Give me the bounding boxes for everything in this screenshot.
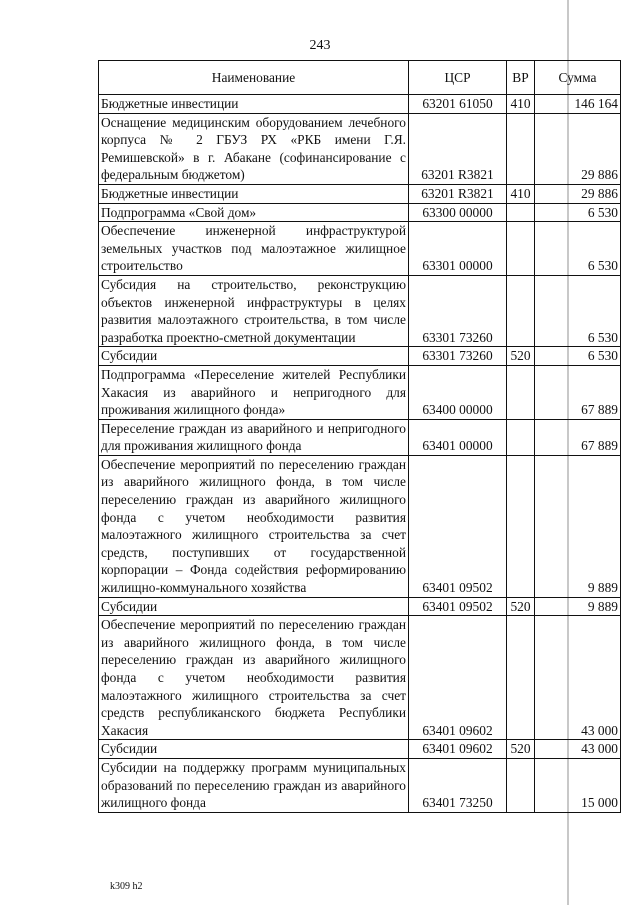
row-vr: 520	[507, 347, 535, 366]
table-row	[99, 419, 621, 455]
row-csr: 63401 09602	[409, 740, 507, 759]
row-sum: 43 000	[535, 616, 621, 740]
row-csr: 63201 R3821	[409, 184, 507, 203]
row-sum: 29 886	[535, 184, 621, 203]
table-row	[99, 347, 621, 366]
row-name: Оснащение медицинским оборудованием лечебного корпуса № 2 ГБУЗ РХ «РКБ имени Г.Я. Ремишевской» в г. Абакане (софинансирование с федеральным бюджетом)	[99, 113, 409, 184]
row-vr	[507, 419, 535, 455]
row-name: Обеспечение мероприятий по переселению граждан из аварийного жилищного фонда, в том числе переселению граждан из аварийного жилищного фонда с учетом необходимости развития малоэтажного жилищного строительства за счет средств, поступивших от государственной корпорации – Фонда содействия реформированию жилищно-коммунального хозяйства	[99, 455, 409, 597]
table-row	[99, 740, 621, 759]
row-vr: 520	[507, 740, 535, 759]
row-vr	[507, 113, 535, 184]
page-number: 243	[309, 38, 331, 53]
header-vr: ВР	[507, 61, 535, 95]
row-csr: 63301 00000	[409, 222, 507, 276]
row-name: Субсидии	[99, 597, 409, 616]
row-name: Бюджетные инвестиции	[99, 95, 409, 114]
row-vr	[507, 758, 535, 812]
row-name: Субсидии	[99, 347, 409, 366]
row-name: Обеспечение инженерной инфраструктурой земельных участков под малоэтажное жилищное строительство	[99, 222, 409, 276]
row-sum: 43 000	[535, 740, 621, 759]
row-vr	[507, 616, 535, 740]
row-sum: 29 886	[535, 113, 621, 184]
table-row	[99, 275, 621, 346]
row-name: Субсидии на поддержку программ муниципальных образований по переселению граждан из аварийного жилищного фонда	[99, 758, 409, 812]
row-csr: 63400 00000	[409, 365, 507, 419]
table-row	[99, 95, 621, 114]
row-csr: 63201 61050	[409, 95, 507, 114]
row-sum: 15 000	[535, 758, 621, 812]
row-csr: 63301 73260	[409, 275, 507, 346]
row-sum: 6 530	[535, 347, 621, 366]
row-sum: 67 889	[535, 365, 621, 419]
row-sum: 6 530	[535, 275, 621, 346]
row-csr: 63401 73250	[409, 758, 507, 812]
row-name: Подпрограмма «Переселение жителей Республики Хакасия из аварийного и непригодного для проживания жилищного фонда»	[99, 365, 409, 419]
row-vr	[507, 203, 535, 222]
row-vr	[507, 275, 535, 346]
row-name: Обеспечение мероприятий по переселению граждан из аварийного жилищного фонда, в том числе переселению граждан из аварийного жилищного фонда с учетом необходимости развития малоэтажного жилищного строительства за счет средств республиканского бюджета Республики Хакасия	[99, 616, 409, 740]
row-sum: 67 889	[535, 419, 621, 455]
header-csr: ЦСР	[409, 61, 507, 95]
row-csr: 63201 R3821	[409, 113, 507, 184]
table-row	[99, 616, 621, 740]
table-header-row	[99, 61, 621, 95]
row-vr	[507, 365, 535, 419]
table-row	[99, 184, 621, 203]
table-row	[99, 758, 621, 812]
row-vr	[507, 455, 535, 597]
row-sum: 146 164	[535, 95, 621, 114]
table-row	[99, 113, 621, 184]
row-name: Субсидии	[99, 740, 409, 759]
row-name: Бюджетные инвестиции	[99, 184, 409, 203]
row-name: Переселение граждан из аварийного и непригодного для проживания жилищного фонда	[99, 419, 409, 455]
row-csr: 63401 00000	[409, 419, 507, 455]
row-name: Субсидия на строительство, реконструкцию объектов инженерной инфраструктуры в целях развития малоэтажного строительства, в том числе разработка проектно-сметной документации	[99, 275, 409, 346]
row-vr: 410	[507, 184, 535, 203]
row-csr: 63401 09502	[409, 455, 507, 597]
row-vr: 520	[507, 597, 535, 616]
table-row	[99, 455, 621, 597]
row-name: Подпрограмма «Свой дом»	[99, 203, 409, 222]
row-sum: 9 889	[535, 455, 621, 597]
row-vr	[507, 222, 535, 276]
header-sum: Сумма	[535, 61, 621, 95]
header-name: Наименование	[99, 61, 409, 95]
footer-code: k309 h2	[110, 881, 143, 892]
row-sum: 9 889	[535, 597, 621, 616]
table-row	[99, 222, 621, 276]
row-sum: 6 530	[535, 222, 621, 276]
row-vr: 410	[507, 95, 535, 114]
table-row	[99, 365, 621, 419]
table-row	[99, 203, 621, 222]
row-sum: 6 530	[535, 203, 621, 222]
budget-table	[98, 60, 621, 813]
table-row	[99, 597, 621, 616]
row-csr: 63301 73260	[409, 347, 507, 366]
row-csr: 63300 00000	[409, 203, 507, 222]
row-csr: 63401 09502	[409, 597, 507, 616]
table-body	[99, 95, 621, 813]
row-csr: 63401 09602	[409, 616, 507, 740]
